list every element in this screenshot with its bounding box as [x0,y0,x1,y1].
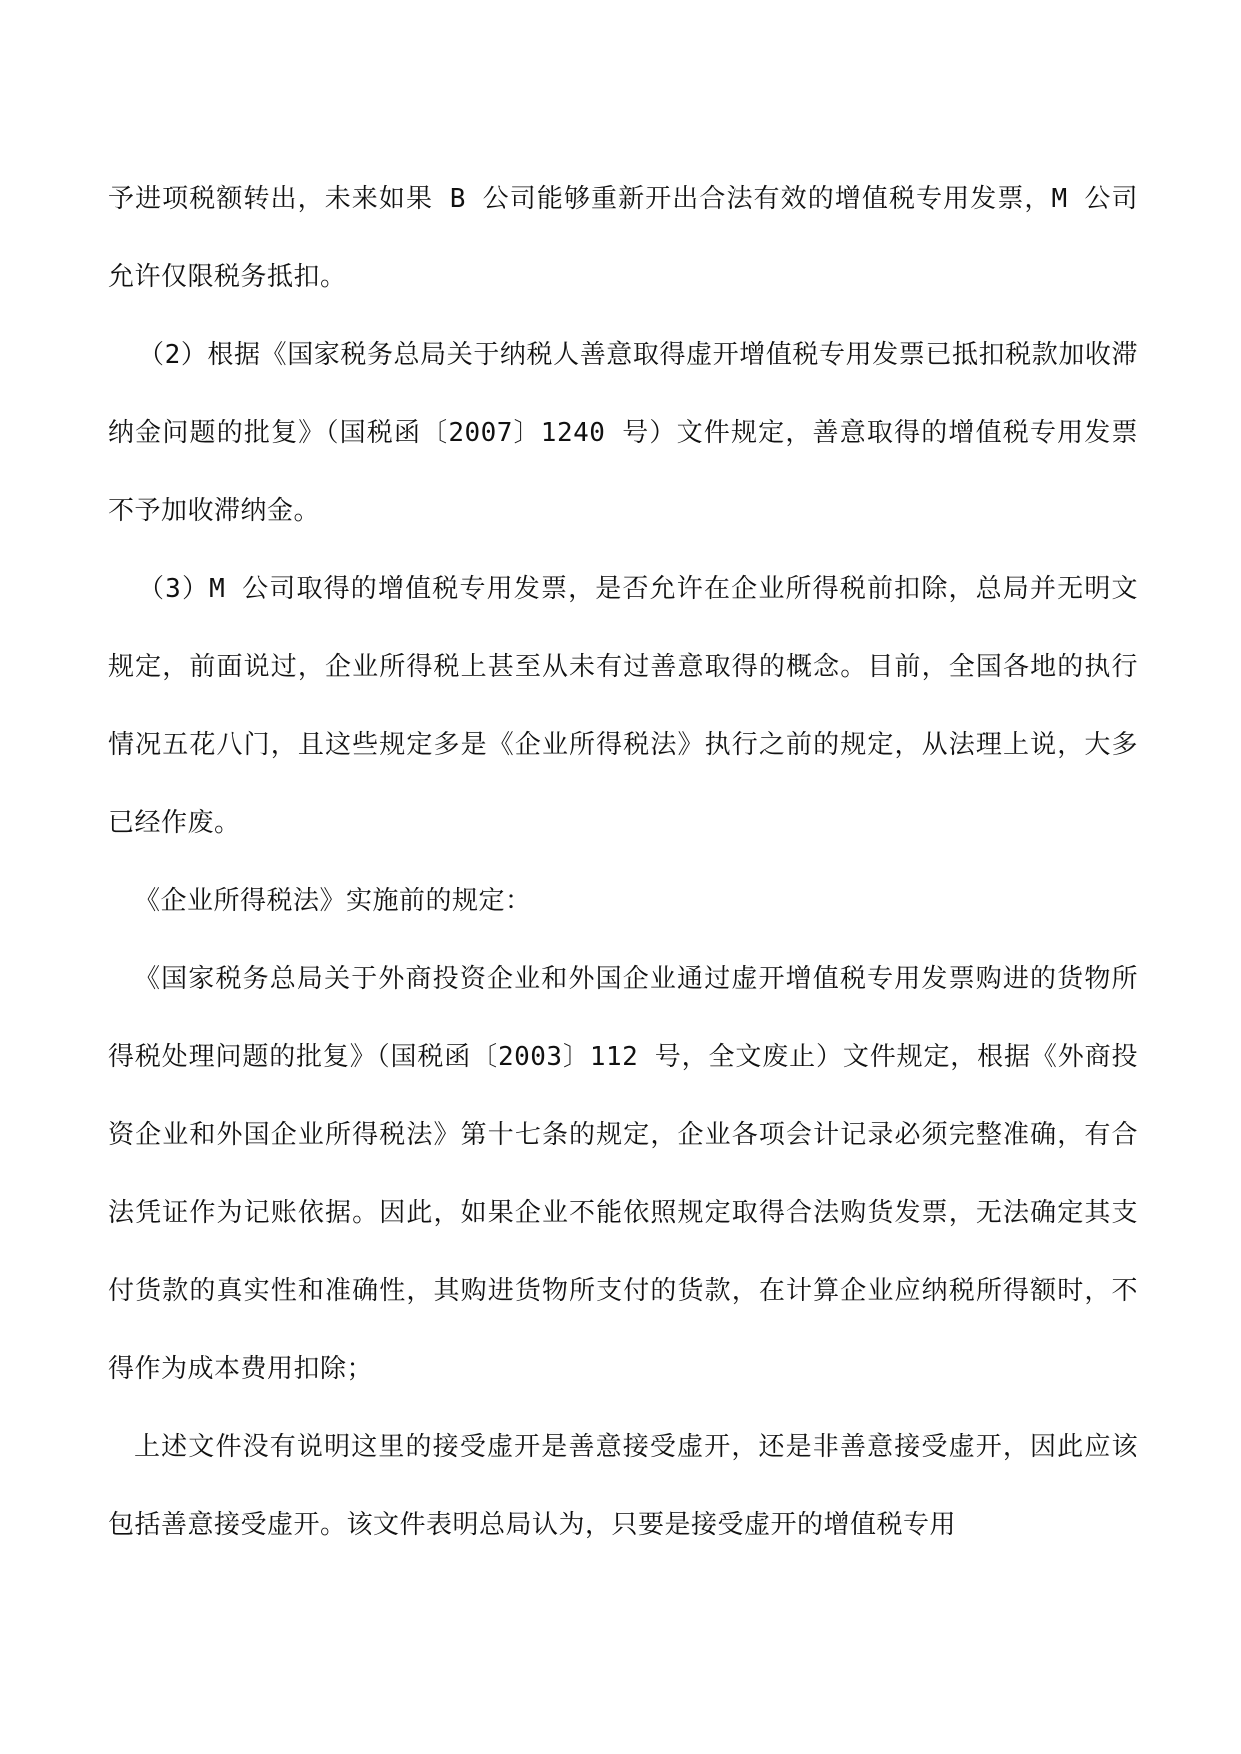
paragraph-continuation: 予进项税额转出，未来如果 B 公司能够重新开出合法有效的增值税专用发票，M 公司允许仅限税务抵扣。 [108,184,1138,292]
document-page [108,160,1138,1564]
paragraph-item-2: （2）根据《国家税务总局关于纳税人善意取得虚开增值税专用发票已抵扣税款加收滞纳金问题的批复》（国税函〔2007〕1240 号）文件规定，善意取得的增值税专用发票不予加收滞纳金。 [108,340,1138,526]
paragraph-heading-pre-law: 《企业所得税法》实施前的规定： [134,886,532,916]
paragraph-analysis: 上述文件没有说明这里的接受虚开是善意接受虚开，还是非善意接受虚开，因此应该包括善意接受虚开。该文件表明总局认为，只要是接受虚开的增值税专用 [108,1432,1138,1540]
paragraph-item-3: （3）M 公司取得的增值税专用发票，是否允许在企业所得税前扣除，总局并无明文规定，前面说过，企业所得税上甚至从未有过善意取得的概念。目前，全国各地的执行情况五花八门，且这些规定多是《企业所得税法》执行之前的规定，从法理上说，大多已经作废。 [108,574,1138,838]
paragraph-regulation-2003: 《国家税务总局关于外商投资企业和外国企业通过虚开增值税专用发票购进的货物所得税处理问题的批复》（国税函〔2003〕112 号，全文废止）文件规定，根据《外商投资企业和外国企业所得税法》第十七条的规定，企业各项会计记录必须完整准确，有合法凭证作为记账依据。因此，如果企业不能依照规定取得合法购货发票，无法确定其支付货款的真实性和准确性，其购进货物所支付的货款，在计算企业应纳税所得额时，不得作为成本费用扣除； [108,964,1138,1384]
